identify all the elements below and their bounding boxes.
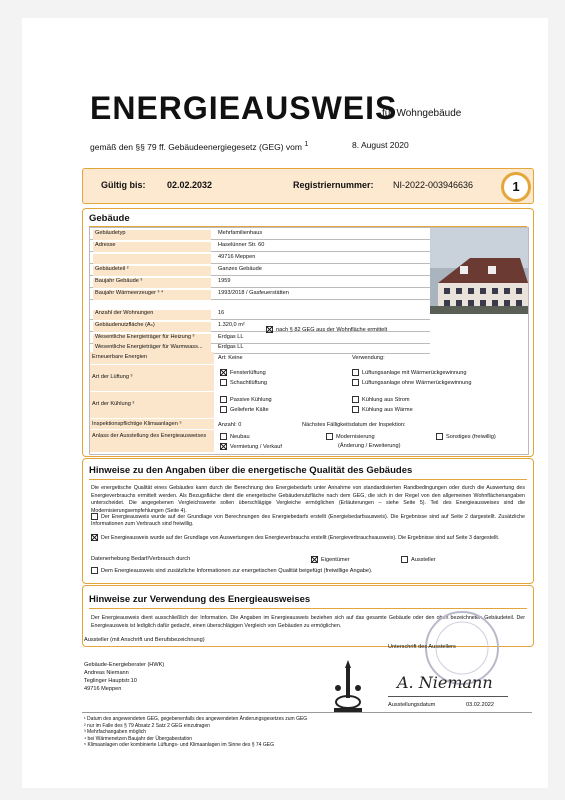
building-heading: Gebäude	[89, 213, 130, 224]
footnote: ⁵ Klimaanlagen oder kombinierte Lüftungs- und Klimaanlagen im Sinne des § 74 GEG	[84, 742, 274, 748]
building-row-value: 1.320,0 m²	[218, 322, 245, 328]
usage-text: Der Energieausweis dient ausschließlich der Information. Die Angaben im Energieausweis beziehen sich auf das gesamte Gebäude oder den oben bezeichneten Gebäudeteil. Der Energieausweis ist lediglich dafür gedacht, einen überschlägigen Vergleich von Gebäuden zu ermöglichen.	[91, 615, 525, 629]
checkbox-icon[interactable]	[352, 396, 359, 403]
footnotes	[84, 716, 307, 749]
quality-notes-heading: Hinweise zu den Angaben über die energetische Qualität des Gebäudes	[89, 465, 413, 476]
building-row-label	[93, 254, 211, 264]
registration-number: NI-2022-003946636	[393, 180, 474, 190]
checkbox-checked-icon[interactable]	[220, 443, 227, 450]
renewable-label: Erneuerbare Energien	[90, 352, 214, 364]
vent-window-label: Fensterlüftung	[230, 369, 266, 376]
survey-label: Datenerhebung Bedarf/Verbrauch durch	[91, 556, 191, 562]
footnote: ³ Mehrfachangaben möglich	[84, 729, 146, 735]
building-row	[90, 240, 430, 252]
cool-passive-label: Passive Kühlung	[230, 396, 272, 403]
validity-bar	[82, 168, 534, 204]
ac-inspection-date: Nächstes Fälligkeitsdatum der Inspektion:	[302, 422, 406, 428]
registration-label: Registriernummer:	[293, 180, 374, 190]
building-row-value: 1993/2018 / Gasfeuerstätten	[218, 290, 289, 296]
building-row-value: 49716 Meppen	[218, 254, 256, 260]
reason-modernization-note: (Änderung / Erweiterung)	[338, 443, 401, 449]
building-row	[90, 308, 430, 320]
checkbox-icon[interactable]	[436, 433, 443, 440]
cool-delivered-label: Gelieferte Kälte	[230, 406, 269, 413]
vent-recovery-label: Lüftungsanlage mit Wärmerückgewinnung	[362, 369, 467, 376]
building-row	[90, 252, 430, 264]
building-row	[90, 276, 430, 288]
law-date: 8. August 2020	[352, 140, 409, 150]
vent-window[interactable]	[220, 369, 266, 376]
checkbox-icon[interactable]	[326, 433, 333, 440]
issue-date: 03.02.2022	[466, 702, 494, 708]
checkbox-icon[interactable]	[401, 556, 408, 563]
building-row-label: Anzahl der Wohnungen	[93, 310, 211, 320]
checkbox-icon[interactable]	[91, 513, 98, 520]
survey-owner-label: Eigentümer	[321, 556, 350, 563]
building-row-label: Wesentliche Energieträger für Heizung ³	[93, 334, 211, 344]
vent-no-recovery-label: Lüftungsanlage ohne Wärmerückgewinnung	[362, 379, 472, 386]
building-row-label: Gebäudeteil ²	[93, 266, 211, 276]
law-reference	[90, 140, 308, 152]
option-additional-label: Dem Energieausweis sind zusätzliche Informationen zur energetischen Qualität beigefügt (freiwillige Angabe).	[101, 567, 373, 574]
cool-delivered[interactable]	[220, 406, 269, 413]
renewable-type: Art: Keine	[218, 355, 243, 361]
footnote: ⁴ bei Wärmenetzen Baujahr der Übergabestation	[84, 735, 193, 742]
cooling-label: Art der Kühlung ³	[90, 392, 214, 418]
renewable-use: Verwendung:	[352, 355, 385, 361]
footnote-divider	[82, 712, 532, 713]
survey-owner[interactable]	[311, 556, 350, 563]
page-number-badge: 1	[501, 172, 531, 202]
signature-line	[388, 696, 508, 697]
building-row	[90, 288, 430, 300]
area-note-label: nach § 82 GEG aus der Wohnfläche ermittelt	[276, 326, 388, 333]
law-line: gemäß den §§ 79 ff. Gebäudeenergiegesetz (GEG) vom	[90, 141, 302, 152]
cool-electric[interactable]	[352, 396, 410, 403]
checkbox-icon[interactable]	[220, 406, 227, 413]
checkbox-checked-icon[interactable]	[91, 534, 98, 541]
reason-new[interactable]	[220, 433, 250, 440]
reason-label: Anlass der Ausstellung des Energieausweises	[90, 430, 214, 452]
building-photo	[430, 228, 528, 314]
reason-new-label: Neubau	[230, 433, 250, 440]
building-row-label: Adresse	[93, 242, 211, 252]
vent-no-recovery[interactable]	[352, 379, 471, 386]
issuer-line: Teglinger Hauptstr.10	[84, 678, 137, 684]
checkbox-checked-icon[interactable]	[220, 369, 227, 376]
building-section	[82, 208, 534, 457]
building-table	[89, 227, 529, 455]
building-row	[90, 228, 430, 240]
signature: A. Niemann	[397, 673, 493, 692]
ac-label: Inspektionspflichtige Klimaanlagen ⁵	[90, 419, 214, 429]
cool-passive[interactable]	[220, 396, 272, 403]
checkbox-icon[interactable]	[220, 433, 227, 440]
quality-notes-text: Die energetische Qualität eines Gebäudes kann durch die Berechnung des Energiebedarfs unter Annahme von standardisierten Randbedingungen oder durch die Auswertung des Energieverbrauchs ermittelt werden. Als Bezugsfläche dient die energetische Gebäudenutzfläche nach dem GEG, die sich in der Regel von den allgemeinen Wohnflächenangaben unterscheidet. Die angegebenen Vergleichswerte sollen überschlägige Vergleiche ermöglichen (Erläuterungen – siehe Seite 5). Teil des Energieausweises sind die Modernisierungsempfehlungen (Seite 4).	[91, 485, 525, 514]
footnote: ² nur im Falle des § 79 Absatz 2 Satz 2 GEG einzutragen	[84, 722, 210, 729]
document-title: ENERGIEAUSWEIS	[90, 90, 398, 126]
valid-date: 02.02.2032	[167, 180, 213, 190]
building-row-label: Baujahr Wärmeerzeuger ³ ⁴	[93, 290, 211, 300]
issuer-label: Aussteller (mit Anschrift und Berufsbezeichnung)	[84, 637, 205, 643]
option-additional[interactable]	[91, 567, 372, 574]
building-row-label: Gebäudetyp	[93, 230, 211, 240]
law-footnote-ref: 1	[304, 140, 309, 148]
heading-divider	[89, 479, 527, 480]
ac-count: Anzahl: 0	[218, 422, 242, 428]
footnote: ¹ Datum des angewendeten GEG, gegebenenfalls des angewendeten Änderungsgesetzes zum GEG	[84, 716, 308, 722]
building-row-label: Gebäudenutzfläche (Aₙ)	[93, 322, 211, 332]
cool-heat-label: Kühlung aus Wärme	[362, 406, 413, 413]
signature-label: Unterschrift des Ausstellers	[388, 644, 456, 650]
option-consumption-label: Der Energieausweis wurde auf der Grundlage von Auswertungen des Energieverbrauchs erstellt (Energieverbrauchsausweis). Die Ergebnisse sind auf Seite 3 dargestellt.	[101, 534, 500, 541]
building-row-value: Erdgas LL	[218, 334, 244, 340]
option-consumption[interactable]	[91, 534, 525, 542]
survey-issuer-label: Aussteller	[411, 556, 436, 563]
building-row-value: 16	[218, 310, 225, 316]
ventilation-label: Art der Lüftung ³	[90, 365, 214, 391]
reason-rent-sale-label: Vermietung / Verkauf	[230, 443, 282, 450]
building-row-value: Erdgas LL	[218, 344, 244, 350]
building-row	[90, 264, 430, 276]
area-note[interactable]	[266, 326, 387, 333]
checkbox-checked-icon[interactable]	[266, 326, 273, 333]
building-row-value: Ganzes Gebäude	[218, 266, 262, 272]
valid-label: Gültig bis:	[101, 180, 146, 190]
checkbox-icon[interactable]	[352, 406, 359, 413]
checkbox-checked-icon[interactable]	[311, 556, 318, 563]
quality-notes-section	[82, 458, 534, 584]
option-demand-label: Der Energieausweis wurde auf der Grundlage von Berechnungen des Energiebedarfs erstellt (Energiebedarfsausweis). Die Ergebnisse sind auf Seite 2 dargestellt. Zusätzliche Informationen zum Verbrauch sind freiwillig.	[91, 513, 525, 528]
usage-heading: Hinweise zur Verwendung des Energieausweises	[89, 594, 311, 605]
checkbox-icon[interactable]	[352, 369, 359, 376]
vent-shaft[interactable]	[220, 379, 267, 386]
building-row-label: Wesentliche Energieträger für Warmwass...	[93, 344, 211, 354]
option-demand[interactable]	[91, 513, 525, 529]
issuer-logo	[328, 658, 368, 718]
checkbox-icon[interactable]	[220, 379, 227, 386]
reason-modernization-label: Modernisierung	[336, 433, 375, 440]
issuer-line: Gebäude-Energieberater (HWK)	[84, 662, 165, 668]
building-row-value: Mehrfamilienhaus	[218, 230, 263, 236]
reason-rent-sale[interactable]	[220, 443, 282, 450]
reason-other-label: Sonstiges (freiwillig)	[446, 433, 496, 440]
issue-date-label: Ausstellungsdatum	[388, 702, 436, 708]
document-page	[22, 18, 548, 788]
building-row-value: 1959	[218, 278, 231, 284]
building-row-value: Haselünner Str. 60	[218, 242, 265, 248]
checkbox-icon[interactable]	[220, 396, 227, 403]
issuer-line: Andreas Niemann	[84, 670, 129, 676]
building-row-label: Baujahr Gebäude ³	[93, 278, 211, 288]
vent-recovery[interactable]	[352, 369, 466, 376]
cool-electric-label: Kühlung aus Strom	[362, 396, 410, 403]
cool-heat[interactable]	[352, 406, 413, 413]
reason-other[interactable]	[436, 433, 496, 440]
checkbox-icon[interactable]	[91, 567, 98, 574]
survey-issuer[interactable]	[401, 556, 436, 563]
issuer-address	[84, 661, 164, 693]
document-subtitle: für Wohngebäude	[382, 108, 462, 119]
vent-shaft-label: Schachtlüftung	[230, 379, 268, 386]
reason-modernization[interactable]	[326, 433, 375, 440]
checkbox-icon[interactable]	[352, 379, 359, 386]
issuer-line: 49716 Meppen	[84, 686, 122, 692]
